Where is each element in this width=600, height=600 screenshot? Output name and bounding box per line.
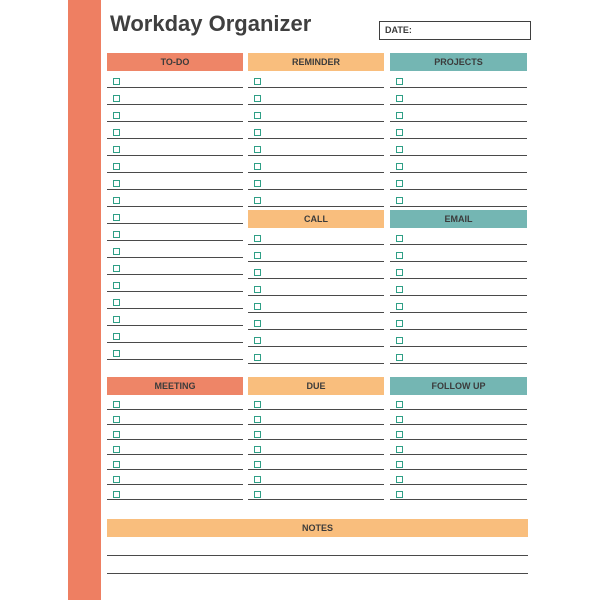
checklist-row[interactable] bbox=[390, 347, 527, 364]
checkbox[interactable] bbox=[113, 446, 120, 453]
due-header: DUE bbox=[248, 377, 384, 395]
reminder-section bbox=[248, 53, 384, 207]
todo-section bbox=[107, 53, 243, 360]
checkbox[interactable] bbox=[113, 491, 120, 498]
checkbox[interactable] bbox=[113, 78, 120, 85]
checkbox[interactable] bbox=[396, 235, 403, 242]
notes-line[interactable] bbox=[107, 573, 528, 574]
checklist-row[interactable] bbox=[107, 395, 243, 410]
call-section bbox=[248, 210, 384, 364]
checklist-row[interactable] bbox=[107, 485, 243, 500]
checklist-row[interactable] bbox=[390, 105, 527, 122]
checklist-row[interactable] bbox=[107, 440, 243, 455]
checklist-row[interactable] bbox=[107, 470, 243, 485]
checkbox[interactable] bbox=[254, 78, 261, 85]
email-header: EMAIL bbox=[390, 210, 527, 228]
checklist-row[interactable] bbox=[248, 156, 384, 173]
checklist-row[interactable] bbox=[390, 228, 527, 245]
checkbox[interactable] bbox=[396, 78, 403, 85]
checklist-row[interactable] bbox=[248, 190, 384, 207]
checklist-row[interactable] bbox=[390, 296, 527, 313]
checkbox[interactable] bbox=[254, 180, 261, 187]
checklist-row[interactable] bbox=[107, 309, 243, 326]
checklist-row[interactable] bbox=[248, 279, 384, 296]
checklist-row[interactable] bbox=[248, 173, 384, 190]
checkbox[interactable] bbox=[396, 461, 403, 468]
checkbox[interactable] bbox=[113, 197, 120, 204]
checkbox[interactable] bbox=[113, 461, 120, 468]
reminder-header: REMINDER bbox=[248, 53, 384, 71]
checkbox[interactable] bbox=[254, 146, 261, 153]
checkbox[interactable] bbox=[396, 416, 403, 423]
checkbox[interactable] bbox=[113, 316, 120, 323]
checkbox[interactable] bbox=[254, 303, 261, 310]
checkbox[interactable] bbox=[254, 286, 261, 293]
checkbox[interactable] bbox=[254, 446, 261, 453]
checklist-row[interactable] bbox=[248, 395, 384, 410]
checklist-row[interactable] bbox=[107, 258, 243, 275]
checklist-row[interactable] bbox=[390, 455, 527, 470]
checkbox[interactable] bbox=[254, 431, 261, 438]
checkbox[interactable] bbox=[113, 248, 120, 255]
checklist-row[interactable] bbox=[107, 139, 243, 156]
projects-section bbox=[390, 53, 527, 207]
checklist-row[interactable] bbox=[107, 122, 243, 139]
checklist-row[interactable] bbox=[390, 173, 527, 190]
checklist-row[interactable] bbox=[390, 190, 527, 207]
todo-header: TO-DO bbox=[107, 53, 243, 71]
notes-header: NOTES bbox=[107, 519, 528, 537]
checkbox[interactable] bbox=[396, 286, 403, 293]
checkbox[interactable] bbox=[396, 446, 403, 453]
checklist-row[interactable] bbox=[248, 122, 384, 139]
checkbox[interactable] bbox=[254, 95, 261, 102]
checklist-row[interactable] bbox=[248, 330, 384, 347]
checklist-row[interactable] bbox=[248, 105, 384, 122]
checklist-row[interactable] bbox=[390, 470, 527, 485]
page-title: Workday Organizer bbox=[110, 11, 312, 36]
checkbox[interactable] bbox=[113, 129, 120, 136]
checklist-row[interactable] bbox=[390, 330, 527, 347]
checklist-row[interactable] bbox=[390, 139, 527, 156]
email-section bbox=[390, 210, 527, 364]
notes-section bbox=[107, 519, 528, 537]
checkbox[interactable] bbox=[254, 252, 261, 259]
checklist-row[interactable] bbox=[107, 425, 243, 440]
checkbox[interactable] bbox=[113, 431, 120, 438]
checkbox[interactable] bbox=[254, 461, 261, 468]
checklist-row[interactable] bbox=[107, 105, 243, 122]
checklist-row[interactable] bbox=[390, 262, 527, 279]
checklist-row[interactable] bbox=[390, 156, 527, 173]
side-stripe bbox=[68, 0, 101, 600]
checkbox[interactable] bbox=[113, 416, 120, 423]
checkbox[interactable] bbox=[254, 163, 261, 170]
projects-header: PROJECTS bbox=[390, 53, 527, 71]
checkbox[interactable] bbox=[396, 431, 403, 438]
checklist-row[interactable] bbox=[248, 425, 384, 440]
checkbox[interactable] bbox=[113, 180, 120, 187]
checkbox[interactable] bbox=[113, 401, 120, 408]
checklist-row[interactable] bbox=[248, 71, 384, 88]
checklist-row[interactable] bbox=[107, 173, 243, 190]
checkbox[interactable] bbox=[254, 476, 261, 483]
checklist-row[interactable] bbox=[107, 88, 243, 105]
checkbox[interactable] bbox=[113, 231, 120, 238]
checkbox[interactable] bbox=[113, 299, 120, 306]
checkbox[interactable] bbox=[396, 476, 403, 483]
meeting-section bbox=[107, 377, 243, 500]
checkbox[interactable] bbox=[396, 337, 403, 344]
checklist-row[interactable] bbox=[248, 245, 384, 262]
checkbox[interactable] bbox=[113, 163, 120, 170]
checkbox[interactable] bbox=[396, 146, 403, 153]
checklist-row[interactable] bbox=[248, 455, 384, 470]
checklist-row[interactable] bbox=[107, 190, 243, 207]
checklist-row[interactable] bbox=[390, 71, 527, 88]
checklist-row[interactable] bbox=[248, 228, 384, 245]
checkbox[interactable] bbox=[396, 112, 403, 119]
checkbox[interactable] bbox=[113, 214, 120, 221]
checklist-row[interactable] bbox=[390, 88, 527, 105]
checkbox[interactable] bbox=[254, 401, 261, 408]
checklist-row[interactable] bbox=[390, 410, 527, 425]
checkbox[interactable] bbox=[396, 303, 403, 310]
checklist-row[interactable] bbox=[390, 313, 527, 330]
checkbox[interactable] bbox=[113, 265, 120, 272]
checklist-row[interactable] bbox=[107, 156, 243, 173]
checkbox[interactable] bbox=[396, 95, 403, 102]
checkbox[interactable] bbox=[113, 112, 120, 119]
checklist-row[interactable] bbox=[107, 455, 243, 470]
checkbox[interactable] bbox=[396, 320, 403, 327]
checkbox[interactable] bbox=[254, 320, 261, 327]
checklist-row[interactable] bbox=[107, 224, 243, 241]
checklist-row[interactable] bbox=[248, 139, 384, 156]
checklist-row[interactable] bbox=[107, 343, 243, 360]
checkbox[interactable] bbox=[396, 197, 403, 204]
checkbox[interactable] bbox=[113, 333, 120, 340]
checkbox[interactable] bbox=[113, 146, 120, 153]
checklist-row[interactable] bbox=[107, 207, 243, 224]
checklist-row[interactable] bbox=[248, 485, 384, 500]
checkbox[interactable] bbox=[254, 269, 261, 276]
checklist-row[interactable] bbox=[390, 485, 527, 500]
checklist-row[interactable] bbox=[248, 440, 384, 455]
checkbox[interactable] bbox=[396, 129, 403, 136]
checkbox[interactable] bbox=[396, 401, 403, 408]
checklist-row[interactable] bbox=[390, 122, 527, 139]
meeting-header: MEETING bbox=[107, 377, 243, 395]
checkbox[interactable] bbox=[254, 197, 261, 204]
checklist-row[interactable] bbox=[107, 326, 243, 343]
checkbox[interactable] bbox=[254, 129, 261, 136]
checkbox[interactable] bbox=[396, 180, 403, 187]
checkbox[interactable] bbox=[254, 337, 261, 344]
checklist-row[interactable] bbox=[107, 275, 243, 292]
checklist-row[interactable] bbox=[248, 262, 384, 279]
notes-line[interactable] bbox=[107, 555, 528, 556]
checkbox[interactable] bbox=[113, 282, 120, 289]
checklist-row[interactable] bbox=[390, 245, 527, 262]
checklist-row[interactable] bbox=[248, 313, 384, 330]
due-section bbox=[248, 377, 384, 500]
checkbox[interactable] bbox=[396, 491, 403, 498]
checklist-row[interactable] bbox=[107, 410, 243, 425]
checklist-row[interactable] bbox=[248, 410, 384, 425]
checklist-row[interactable] bbox=[248, 347, 384, 364]
checklist-row[interactable] bbox=[107, 292, 243, 309]
checkbox[interactable] bbox=[396, 269, 403, 276]
checklist-row[interactable] bbox=[390, 395, 527, 410]
checkbox[interactable] bbox=[254, 354, 261, 361]
checkbox[interactable] bbox=[254, 416, 261, 423]
checklist-row[interactable] bbox=[390, 425, 527, 440]
checkbox[interactable] bbox=[254, 112, 261, 119]
date-field[interactable]: DATE: bbox=[379, 21, 531, 40]
follow-up-header: FOLLOW UP bbox=[390, 377, 527, 395]
checkbox[interactable] bbox=[254, 235, 261, 242]
checklist-row[interactable] bbox=[390, 440, 527, 455]
follow-up-section bbox=[390, 377, 527, 500]
checkbox[interactable] bbox=[396, 354, 403, 361]
checkbox[interactable] bbox=[396, 252, 403, 259]
checklist-row[interactable] bbox=[390, 279, 527, 296]
checklist-row[interactable] bbox=[107, 241, 243, 258]
checkbox[interactable] bbox=[396, 163, 403, 170]
checkbox[interactable] bbox=[113, 350, 120, 357]
checkbox[interactable] bbox=[113, 476, 120, 483]
checklist-row[interactable] bbox=[107, 71, 243, 88]
checklist-row[interactable] bbox=[248, 296, 384, 313]
checklist-row[interactable] bbox=[248, 88, 384, 105]
checkbox[interactable] bbox=[254, 491, 261, 498]
call-header: CALL bbox=[248, 210, 384, 228]
checklist-row[interactable] bbox=[248, 470, 384, 485]
checkbox[interactable] bbox=[113, 95, 120, 102]
